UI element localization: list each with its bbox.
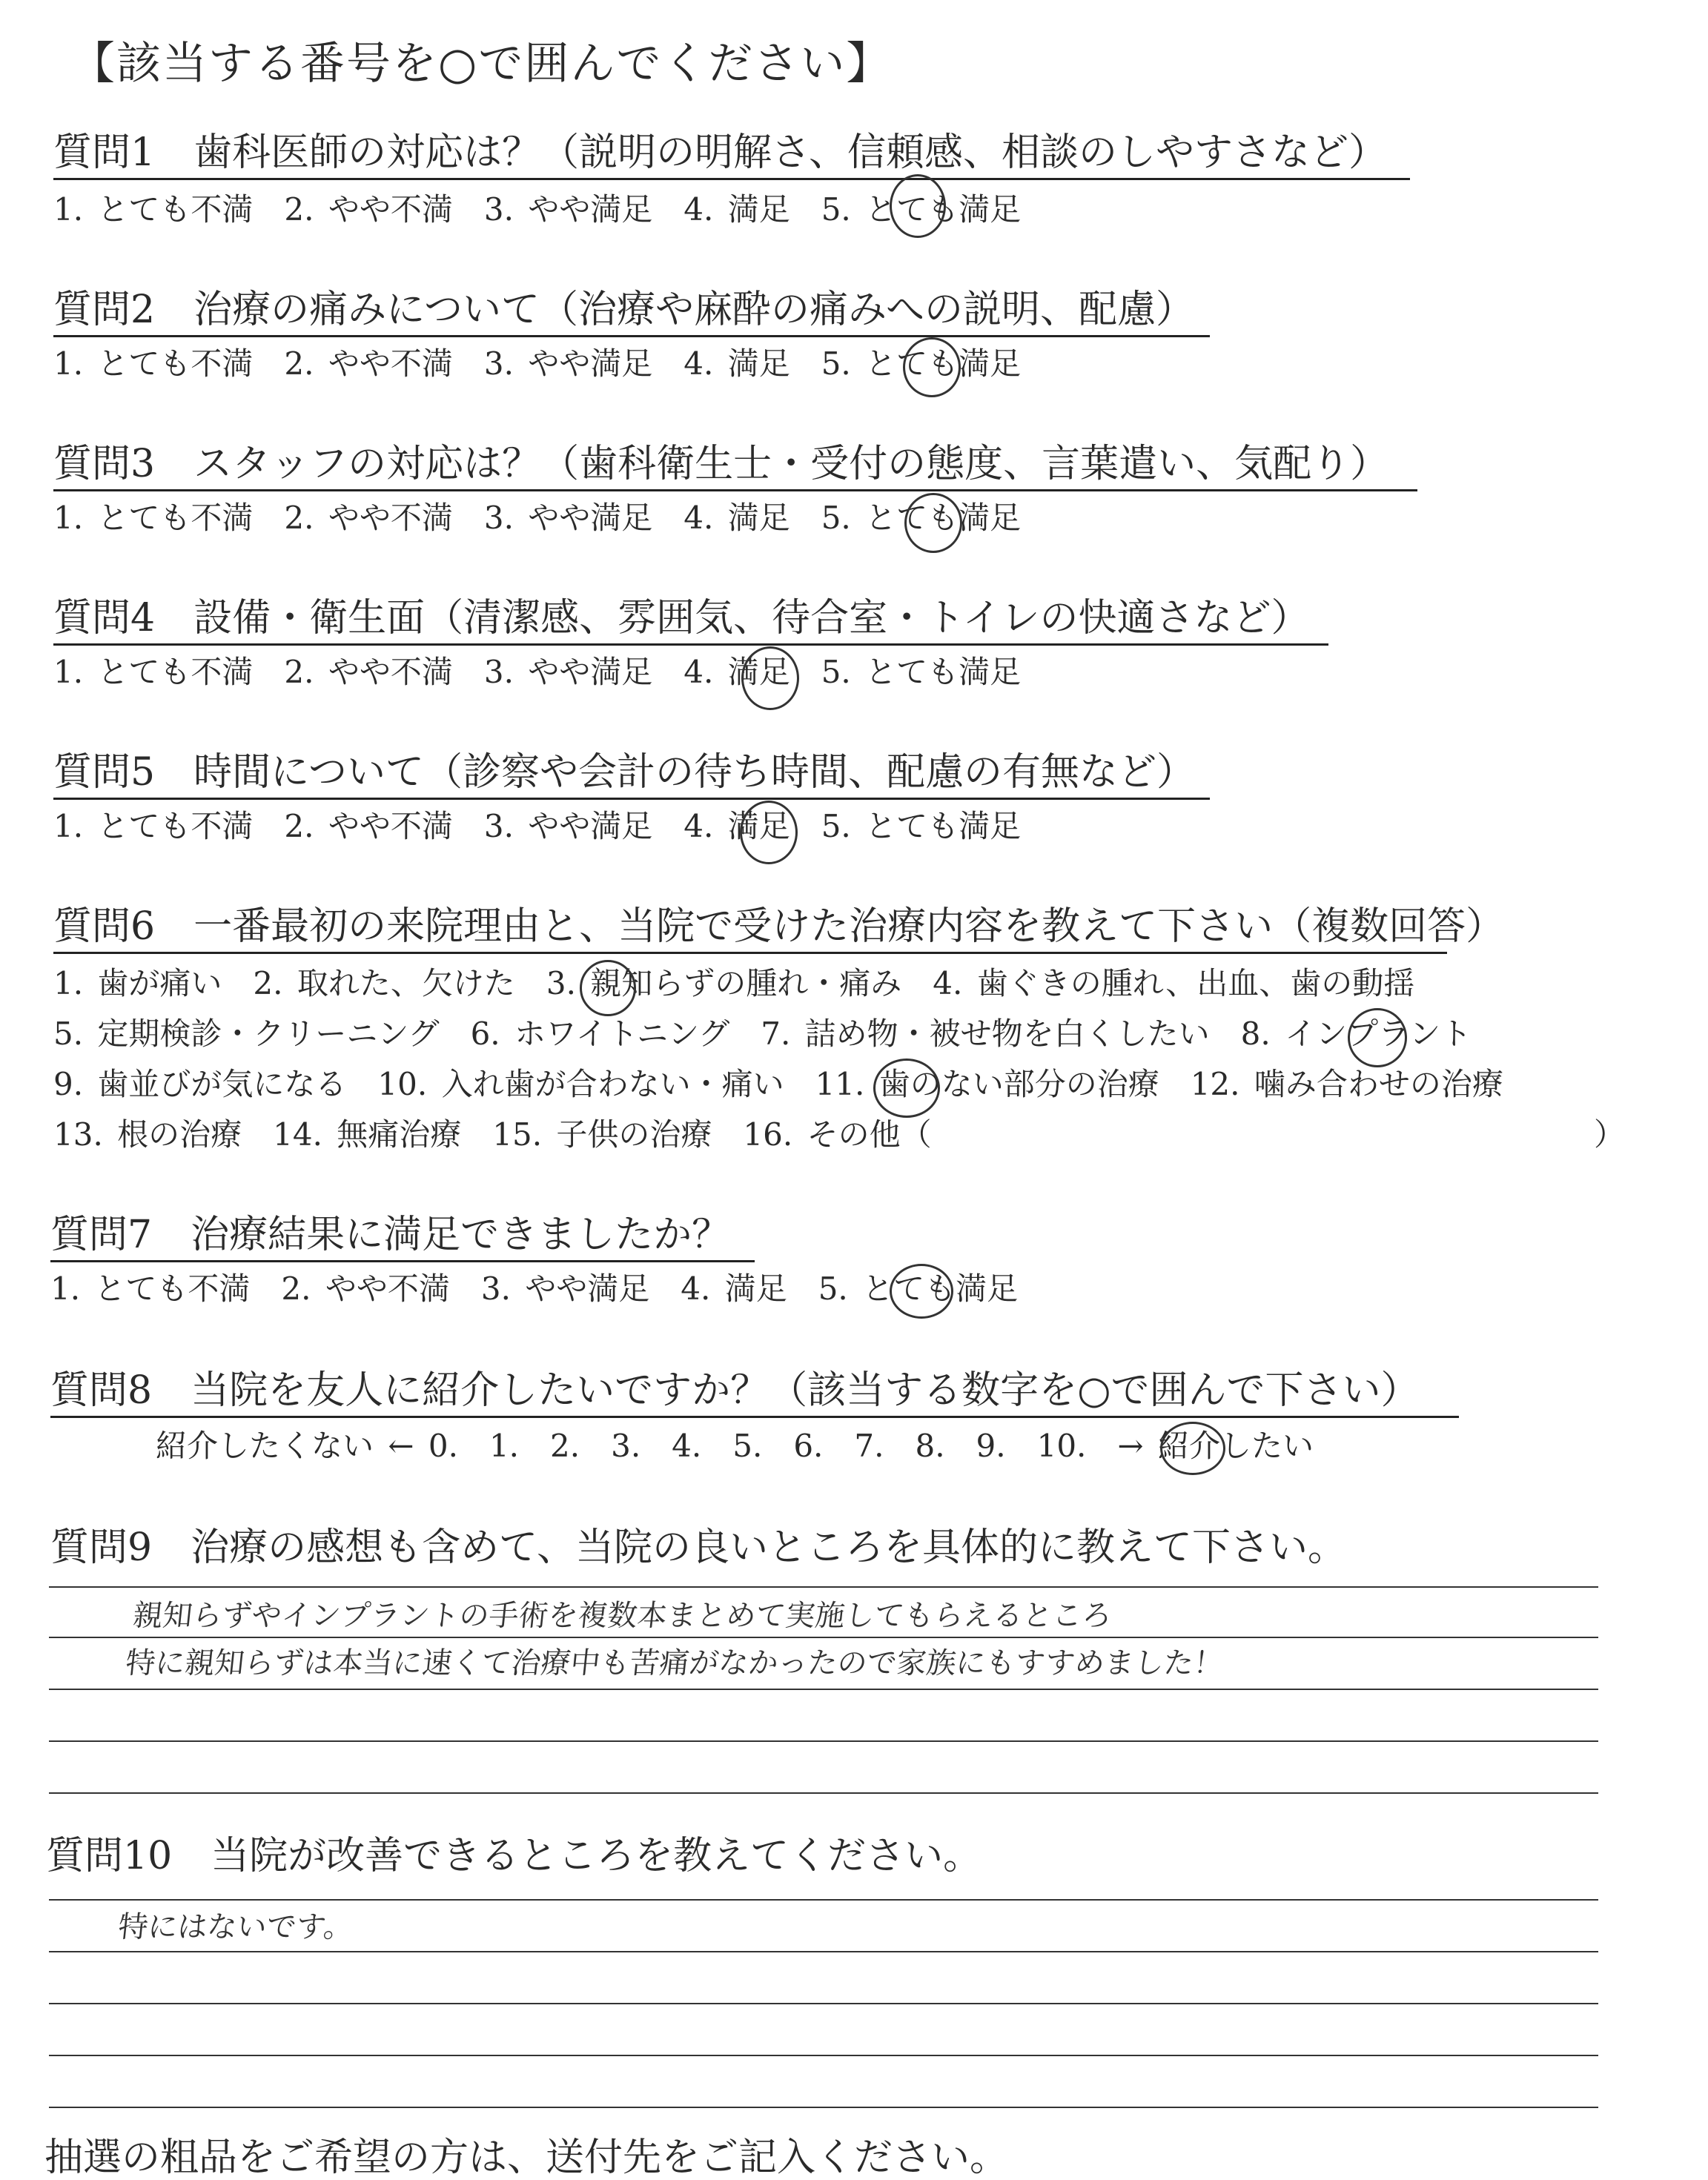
question-3-underline — [53, 489, 1417, 491]
answer-line — [49, 1689, 1598, 1690]
answer-circle — [904, 493, 962, 553]
question-7-title: 質問7 治療結果に満足できましたか？ — [50, 1213, 731, 1257]
question-6-options-row-3: 9. 歯並びが気になる 10. 入れ歯が合わない・痛い 11. 歯のない部分の治療 12. 噛み合わせの治療 — [53, 1066, 1503, 1102]
answer-circle — [580, 960, 636, 1016]
question-3-options: 1. とても不満 2. やや不満 3. やや満足 4. 満足 5. とても満足 — [53, 500, 1022, 536]
question-1-title: 質問1 歯科医師の対応は？（説明の明解さ、信頼感、相談のしやすさなど） — [53, 130, 1388, 175]
footer-note: 抽選の粗品をご希望の方は、送付先をご記入ください。 — [44, 2136, 1009, 2180]
answer-circle — [903, 337, 961, 397]
question-5-underline — [53, 798, 1210, 800]
answer-line — [49, 1740, 1598, 1742]
question-8-title: 質問8 当院を友人に紹介したいですか？（該当する数字を○で囲んで下さい） — [50, 1368, 1420, 1413]
question-3-title: 質問3 スタッフの対応は？（歯科衛生士・受付の態度、言葉遣い、気配り） — [53, 442, 1389, 486]
question-5-options: 1. とても不満 2. やや不満 3. やや満足 4. 満足 5. とても満足 — [53, 808, 1022, 844]
question-6-title: 質問6 一番最初の来院理由と、当院で受けた治療内容を教えて下さい（複数回答） — [53, 904, 1505, 949]
answer-line — [49, 2055, 1598, 2056]
answer-circle — [740, 801, 798, 864]
question-5-title: 質問5 時間について（診察や会計の待ち時間、配慮の有無など） — [53, 750, 1196, 795]
question-1-options: 1. とても不満 2. やや不満 3. やや満足 4. 満足 5. とても満足 — [53, 191, 1022, 228]
question-6-options-row-1: 1. 歯が痛い 2. 取れた、欠けた 3. 親知らずの腫れ・痛み 4. 歯ぐきの腫れ、出血、歯の動揺 — [53, 965, 1415, 1001]
answer-line — [49, 2107, 1598, 2108]
answer-line — [49, 1637, 1598, 1638]
answer-line — [49, 1586, 1598, 1588]
answer-circle — [890, 174, 946, 238]
answer-circle — [873, 1058, 940, 1118]
question-9-answer-line-2: 特に親知らずは本当に速くて治療中も苦痛がなかったので家族にもすすめました！ — [124, 1646, 1225, 1680]
answer-line — [49, 1792, 1598, 1794]
answer-line — [49, 1951, 1598, 1952]
question-6-options-row-2: 5. 定期検診・クリーニング 6. ホワイトニング 7. 詰め物・被せ物を白くしたい 8. インプラント — [53, 1016, 1472, 1052]
question-9-title: 質問9 治療の感想も含めて、当院の良いところを具体的に教えて下さい。 — [50, 1525, 1347, 1570]
answer-circle — [1160, 1422, 1225, 1475]
question-9-answer-line-1: 親知らずやインプラントの手術を複数本まとめて実施してもらえるところ — [131, 1599, 1114, 1633]
question-2-underline — [53, 335, 1210, 337]
question-2-options: 1. とても不満 2. やや不満 3. やや満足 4. 満足 5. とても満足 — [53, 345, 1022, 382]
question-7-options: 1. とても不満 2. やや不満 3. やや満足 4. 満足 5. とても満足 — [50, 1270, 1019, 1307]
answer-line — [49, 2003, 1598, 2004]
question-8-scale: 紹介したくない ← 0. 1. 2. 3. 4. 5. 6. 7. 8. 9. 10. → 紹介したい — [156, 1428, 1314, 1464]
question-6-options-row-4: 13. 根の治療 14. 無痛治療 15. 子供の治療 16. その他（ — [53, 1116, 932, 1153]
question-4-options: 1. とても不満 2. やや不満 3. やや満足 4. 満足 5. とても満足 — [53, 654, 1022, 690]
question-2-title: 質問2 治療の痛みについて（治療や麻酔の痛みへの説明、配慮） — [53, 288, 1195, 332]
answer-line — [49, 1899, 1598, 1901]
question-10-answer-line-1: 特にはないです。 — [116, 1910, 355, 1944]
question-6-other-close: ） — [1594, 1116, 1626, 1153]
question-7-underline — [50, 1260, 755, 1262]
page-title: 【該当する番号を○で囲んでください】 — [70, 38, 893, 90]
question-6-underline — [53, 952, 1447, 954]
question-1-underline — [53, 178, 1410, 180]
answer-circle — [741, 646, 799, 710]
question-8-underline — [50, 1416, 1459, 1418]
question-10-title: 質問10 当院が改善できるところを教えてください。 — [46, 1834, 982, 1878]
answer-circle — [890, 1264, 953, 1319]
answer-circle — [1348, 1008, 1407, 1067]
question-4-underline — [53, 643, 1328, 646]
question-4-title: 質問4 設備・衛生面（清潔感、雰囲気、待合室・トイレの快適さなど） — [53, 596, 1310, 640]
